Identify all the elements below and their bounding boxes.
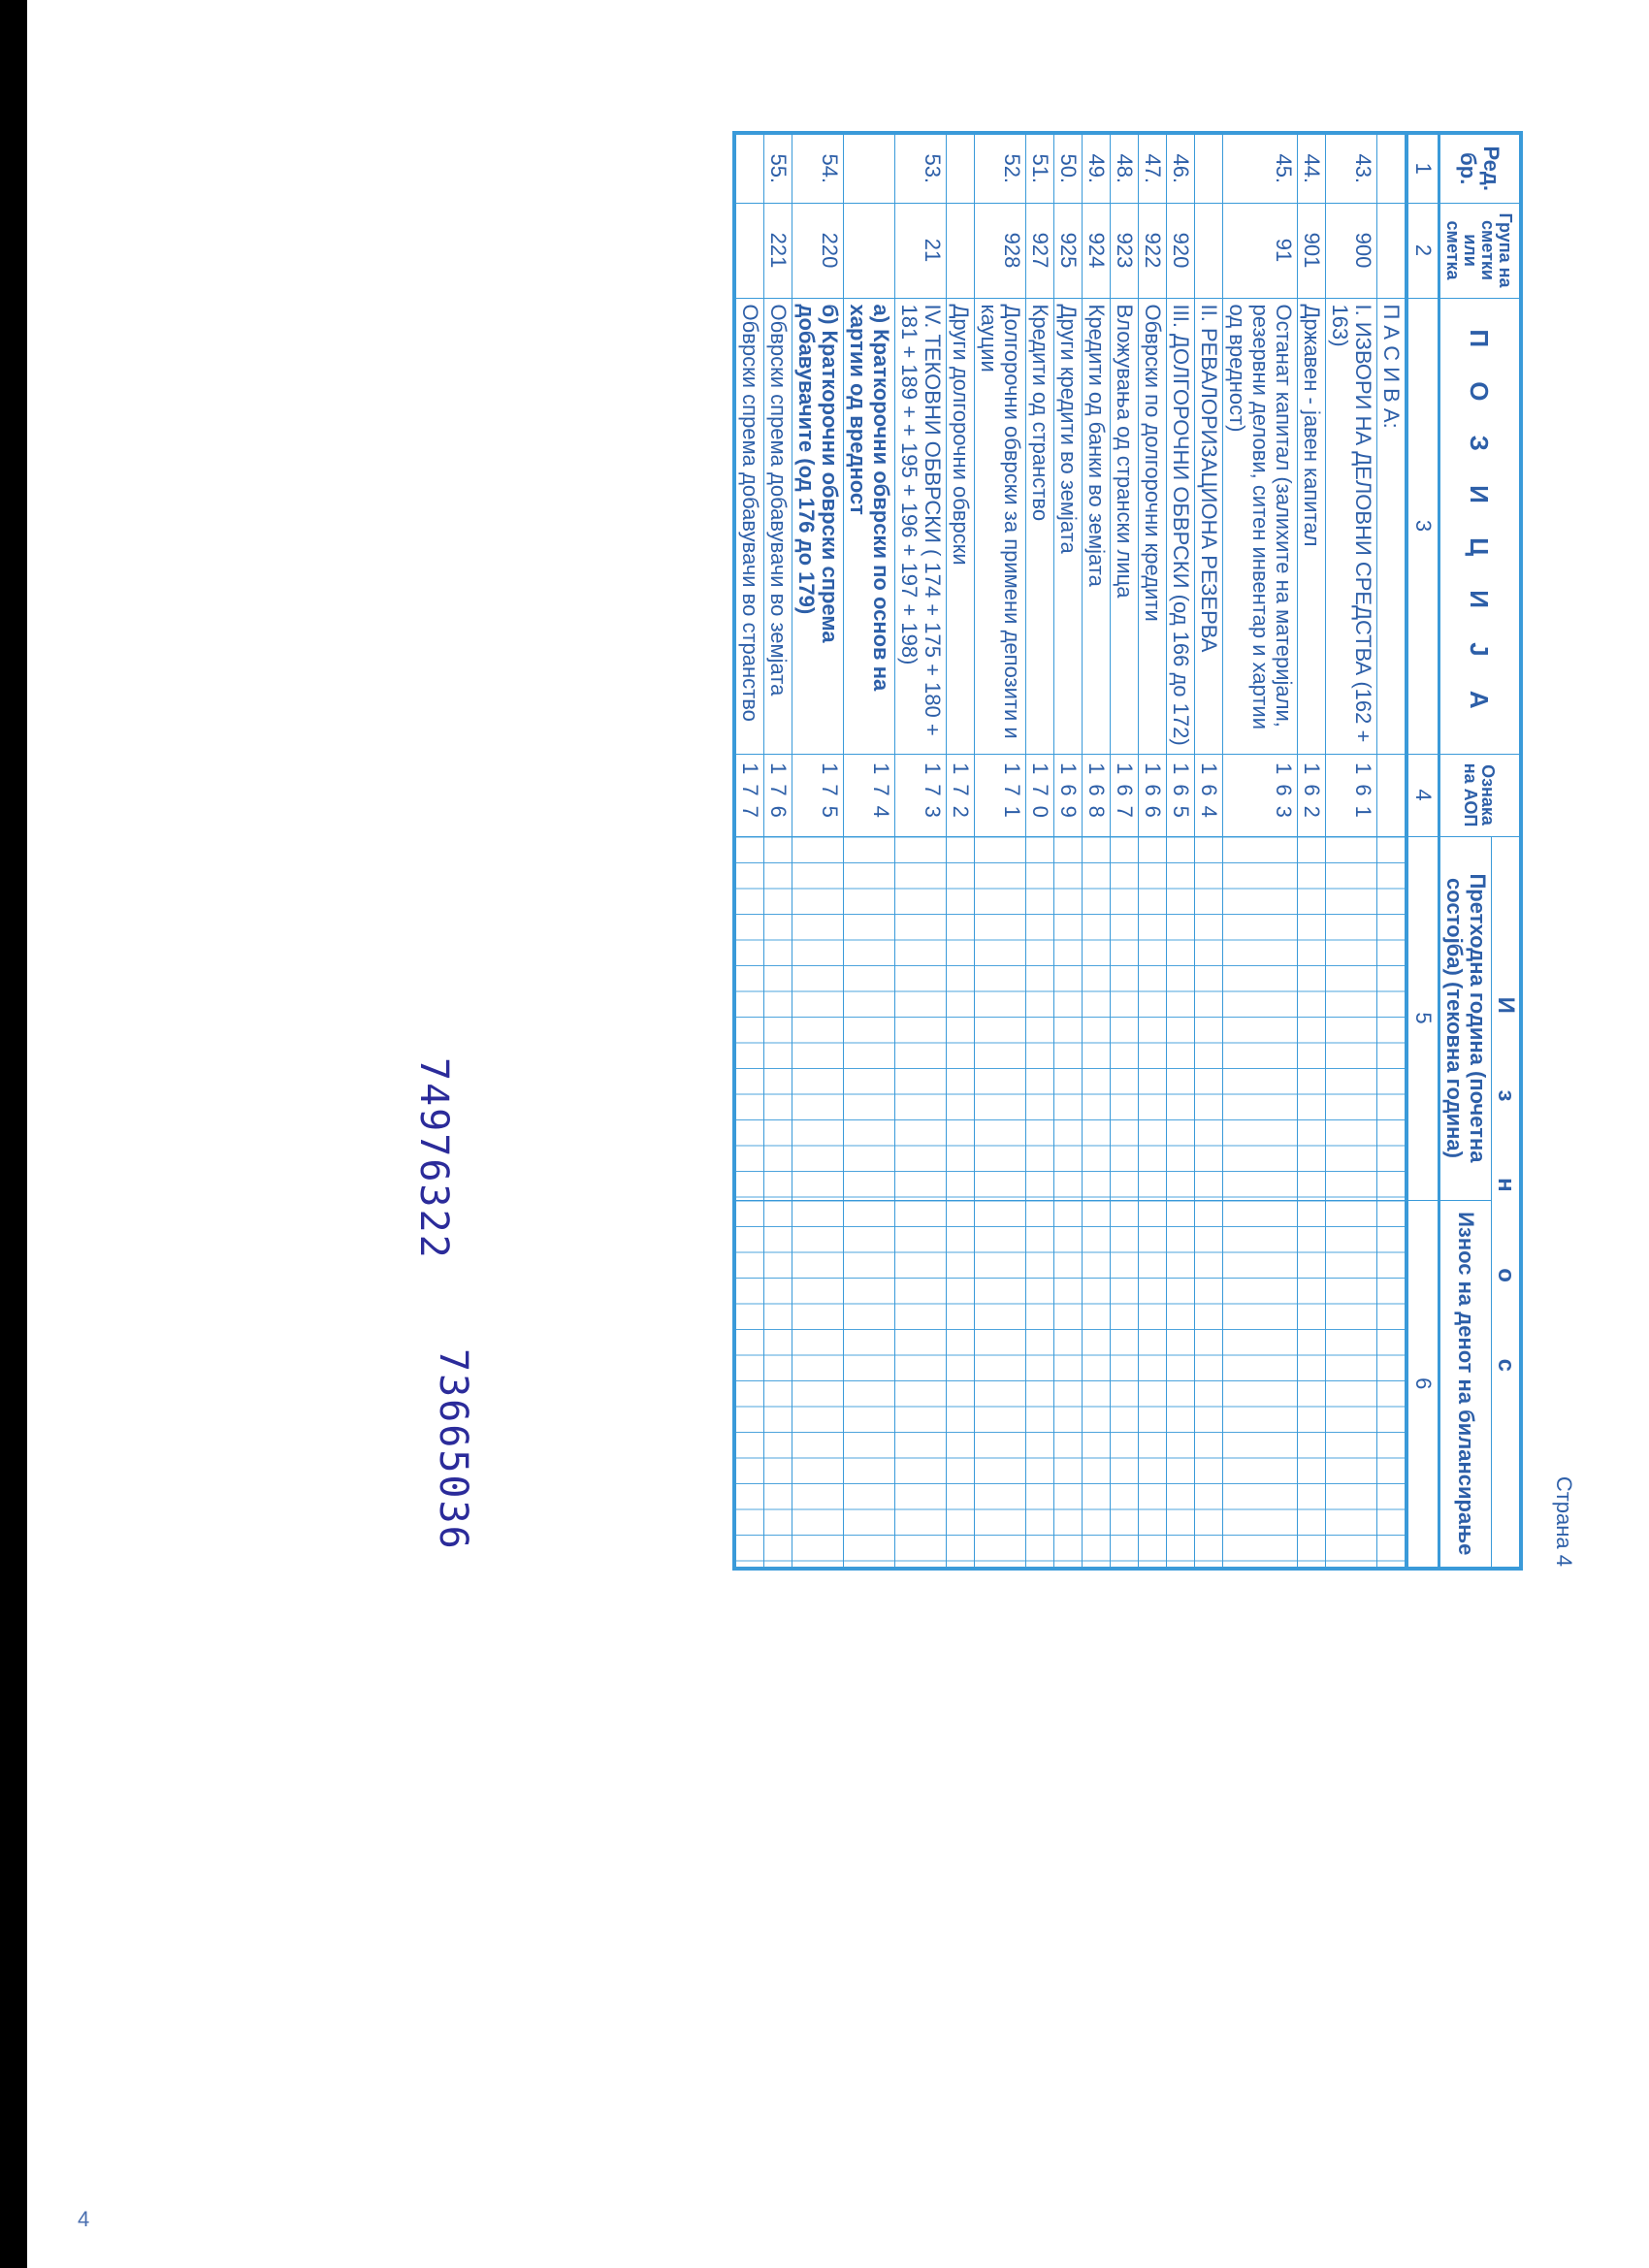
- account-group: 901: [1298, 203, 1326, 298]
- amount-balance-day[interactable]: [975, 1200, 1026, 1569]
- account-group: [947, 203, 975, 298]
- amount-previous-year[interactable]: [975, 836, 1026, 1200]
- amount-balance-day[interactable]: [1026, 1200, 1054, 1569]
- aop-code: 164: [1195, 754, 1223, 836]
- amount-previous-year[interactable]: [1377, 836, 1407, 1200]
- row-number: 55.: [764, 133, 792, 203]
- row-number: [947, 133, 975, 203]
- aop-code: [1377, 754, 1407, 836]
- handwritten-prev-year-173: 74976322: [411, 1057, 456, 1260]
- table-row: [1223, 133, 1298, 1569]
- col-number-3: 3: [1406, 298, 1439, 754]
- table-row: [1377, 133, 1407, 1569]
- amount-balance-day[interactable]: [947, 1200, 975, 1569]
- account-group: 925: [1054, 203, 1083, 298]
- footer-page-number: 4: [78, 2207, 90, 2231]
- account-group: 923: [1111, 203, 1139, 298]
- amount-balance-day[interactable]: [1326, 1200, 1377, 1569]
- amount-balance-day[interactable]: [1377, 1200, 1407, 1569]
- table-body: [734, 133, 1406, 1569]
- row-number: 48.: [1111, 133, 1139, 203]
- row-number: [734, 133, 764, 203]
- header-aop: Ознака на АОП: [1439, 754, 1522, 836]
- amount-previous-year[interactable]: [844, 836, 895, 1200]
- aop-code: 169: [1054, 754, 1083, 836]
- account-group: 928: [975, 203, 1026, 298]
- position-label: б) Краткорочни обврски спрема добавувачите (од 176 до 179): [792, 298, 844, 754]
- row-number: 50.: [1054, 133, 1083, 203]
- row-number: 46.: [1167, 133, 1195, 203]
- col-number-1: 1: [1406, 133, 1439, 203]
- aop-code: 174: [844, 754, 895, 836]
- row-number: [844, 133, 895, 203]
- table-row: [1083, 133, 1111, 1569]
- amount-previous-year[interactable]: [792, 836, 844, 1200]
- scan-binding-edge: [0, 0, 27, 2268]
- amount-balance-day[interactable]: [792, 1200, 844, 1569]
- amount-balance-day[interactable]: [734, 1200, 764, 1569]
- amount-balance-day[interactable]: [1298, 1200, 1326, 1569]
- table-row: [895, 133, 947, 1569]
- row-number: 52.: [975, 133, 1026, 203]
- col-number-2: 2: [1406, 203, 1439, 298]
- table-row: [1054, 133, 1083, 1569]
- amount-previous-year[interactable]: [1223, 836, 1298, 1200]
- table-row: [947, 133, 975, 1569]
- header-row-number: Ред. бр.: [1439, 133, 1522, 203]
- position-label: Кредити од банки во земјата: [1083, 298, 1111, 754]
- amount-balance-day[interactable]: [1223, 1200, 1298, 1569]
- aop-code: 175: [792, 754, 844, 836]
- aop-code: 162: [1298, 754, 1326, 836]
- position-label: Кредити од странство: [1026, 298, 1054, 754]
- account-group: 91: [1223, 203, 1298, 298]
- col-number-6: 6: [1406, 1200, 1439, 1569]
- row-number: 43.: [1326, 133, 1377, 203]
- row-number: 47.: [1139, 133, 1167, 203]
- aop-code: 168: [1083, 754, 1111, 836]
- account-group: 922: [1139, 203, 1167, 298]
- table-row: [792, 133, 844, 1569]
- amount-balance-day[interactable]: [895, 1200, 947, 1569]
- aop-code: 171: [975, 754, 1026, 836]
- amount-previous-year[interactable]: [895, 836, 947, 1200]
- table-row: [1298, 133, 1326, 1569]
- balance-sheet-table: [732, 131, 1523, 1571]
- account-group: 221: [764, 203, 792, 298]
- aop-code: 177: [734, 754, 764, 836]
- position-label: Обврски спрема добавувачи во земјата: [764, 298, 792, 754]
- aop-code: 167: [1111, 754, 1139, 836]
- amount-previous-year[interactable]: [947, 836, 975, 1200]
- position-label: Обврски спрема добавувачи во странство: [734, 298, 764, 754]
- aop-code: 165: [1167, 754, 1195, 836]
- amount-balance-day[interactable]: [844, 1200, 895, 1569]
- amount-previous-year[interactable]: [1139, 836, 1167, 1200]
- aop-code: 173: [895, 754, 947, 836]
- amount-balance-day[interactable]: [1167, 1200, 1195, 1569]
- table-row: [1195, 133, 1223, 1569]
- amount-previous-year[interactable]: [1111, 836, 1139, 1200]
- row-number: 54.: [792, 133, 844, 203]
- account-group: [1195, 203, 1223, 298]
- position-label: Обврски по долгорочни кредити: [1139, 298, 1167, 754]
- header-balance-day: Износ на денот на билансирање: [1439, 1200, 1492, 1569]
- row-number: 49.: [1083, 133, 1111, 203]
- row-number: [1195, 133, 1223, 203]
- table-row: [1167, 133, 1195, 1569]
- amount-previous-year[interactable]: [734, 836, 764, 1200]
- amount-previous-year[interactable]: [764, 836, 792, 1200]
- position-label: II. РЕВАЛОРИЗАЦИОНА РЕЗЕРВА: [1195, 298, 1223, 754]
- position-label: Вложувања од странски лица: [1111, 298, 1139, 754]
- position-label: Долгорочни обврски за примени депозити и кауции: [975, 298, 1026, 754]
- amount-balance-day[interactable]: [1139, 1200, 1167, 1569]
- position-label: I. ИЗВОРИ НА ДЕЛОВНИ СРЕДСТВА (162 + 163): [1326, 298, 1377, 754]
- row-number: 53.: [895, 133, 947, 203]
- account-group: 21: [895, 203, 947, 298]
- position-label: IV. ТЕКОВНИ ОБВРСКИ ( 174 + 175 + 180 + 181 + 189 + + 195 + 196 + 197 + 198): [895, 298, 947, 754]
- table-row: [1326, 133, 1377, 1569]
- handwritten-current-173: 73665036: [431, 1348, 475, 1551]
- row-number: 51.: [1026, 133, 1054, 203]
- position-label: Други долгорочни обврски: [947, 298, 975, 754]
- amount-balance-day[interactable]: [1083, 1200, 1111, 1569]
- position-label: П А С И В А:: [1377, 298, 1407, 754]
- position-label: III. ДОЛГОРОЧНИ ОБВРСКИ (од 166 до 172): [1167, 298, 1195, 754]
- aop-code: 172: [947, 754, 975, 836]
- position-label: Државен - јавен капитал: [1298, 298, 1326, 754]
- amount-previous-year[interactable]: [1026, 836, 1054, 1200]
- table-row: [844, 133, 895, 1569]
- position-label: Други кредити во земјата: [1054, 298, 1083, 754]
- row-number: 45.: [1223, 133, 1298, 203]
- account-group: [844, 203, 895, 298]
- account-group: 924: [1083, 203, 1111, 298]
- account-group: 920: [1167, 203, 1195, 298]
- amount-balance-day[interactable]: [1195, 1200, 1223, 1569]
- account-group: [734, 203, 764, 298]
- amount-balance-day[interactable]: [1054, 1200, 1083, 1569]
- page-header-label: Страна 4: [1552, 1475, 1576, 1567]
- amount-previous-year[interactable]: [1083, 836, 1111, 1200]
- amount-previous-year[interactable]: [1326, 836, 1377, 1200]
- position-label: Останат капитал (залихите на материјали, резервни делови, ситен инвентар и хартии од вредност): [1223, 298, 1298, 754]
- row-number: [1377, 133, 1407, 203]
- aop-code: 161: [1326, 754, 1377, 836]
- rotated-form: [146, 131, 1576, 1567]
- table-row: [734, 133, 764, 1569]
- amount-previous-year[interactable]: [1054, 836, 1083, 1200]
- header-amount: И з н о с: [1492, 836, 1522, 1569]
- header-previous-year: Претходна година (почетна состојба) (тековна година): [1439, 836, 1492, 1200]
- table-row: [1139, 133, 1167, 1569]
- header-position: П О З И Ц И Ј А: [1439, 298, 1522, 754]
- table-row: [764, 133, 792, 1569]
- amount-previous-year[interactable]: [1167, 836, 1195, 1200]
- amount-balance-day[interactable]: [764, 1200, 792, 1569]
- account-group: 927: [1026, 203, 1054, 298]
- table-row: [975, 133, 1026, 1569]
- col-number-4: 4: [1406, 754, 1439, 836]
- table-row: [1026, 133, 1054, 1569]
- amount-previous-year[interactable]: [1298, 836, 1326, 1200]
- aop-code: 163: [1223, 754, 1298, 836]
- account-group: 900: [1326, 203, 1377, 298]
- aop-code: 170: [1026, 754, 1054, 836]
- table-row: [1111, 133, 1139, 1569]
- account-group: [1377, 203, 1407, 298]
- position-label: а) Краткорочни обврски по основ на хартии од вредност: [844, 298, 895, 754]
- amount-previous-year[interactable]: [1195, 836, 1223, 1200]
- aop-code: 166: [1139, 754, 1167, 836]
- aop-code: 176: [764, 754, 792, 836]
- account-group: 220: [792, 203, 844, 298]
- col-number-5: 5: [1406, 836, 1439, 1200]
- amount-balance-day[interactable]: [1111, 1200, 1139, 1569]
- row-number: 44.: [1298, 133, 1326, 203]
- header-account-group: Група на сметки или сметка: [1439, 203, 1522, 298]
